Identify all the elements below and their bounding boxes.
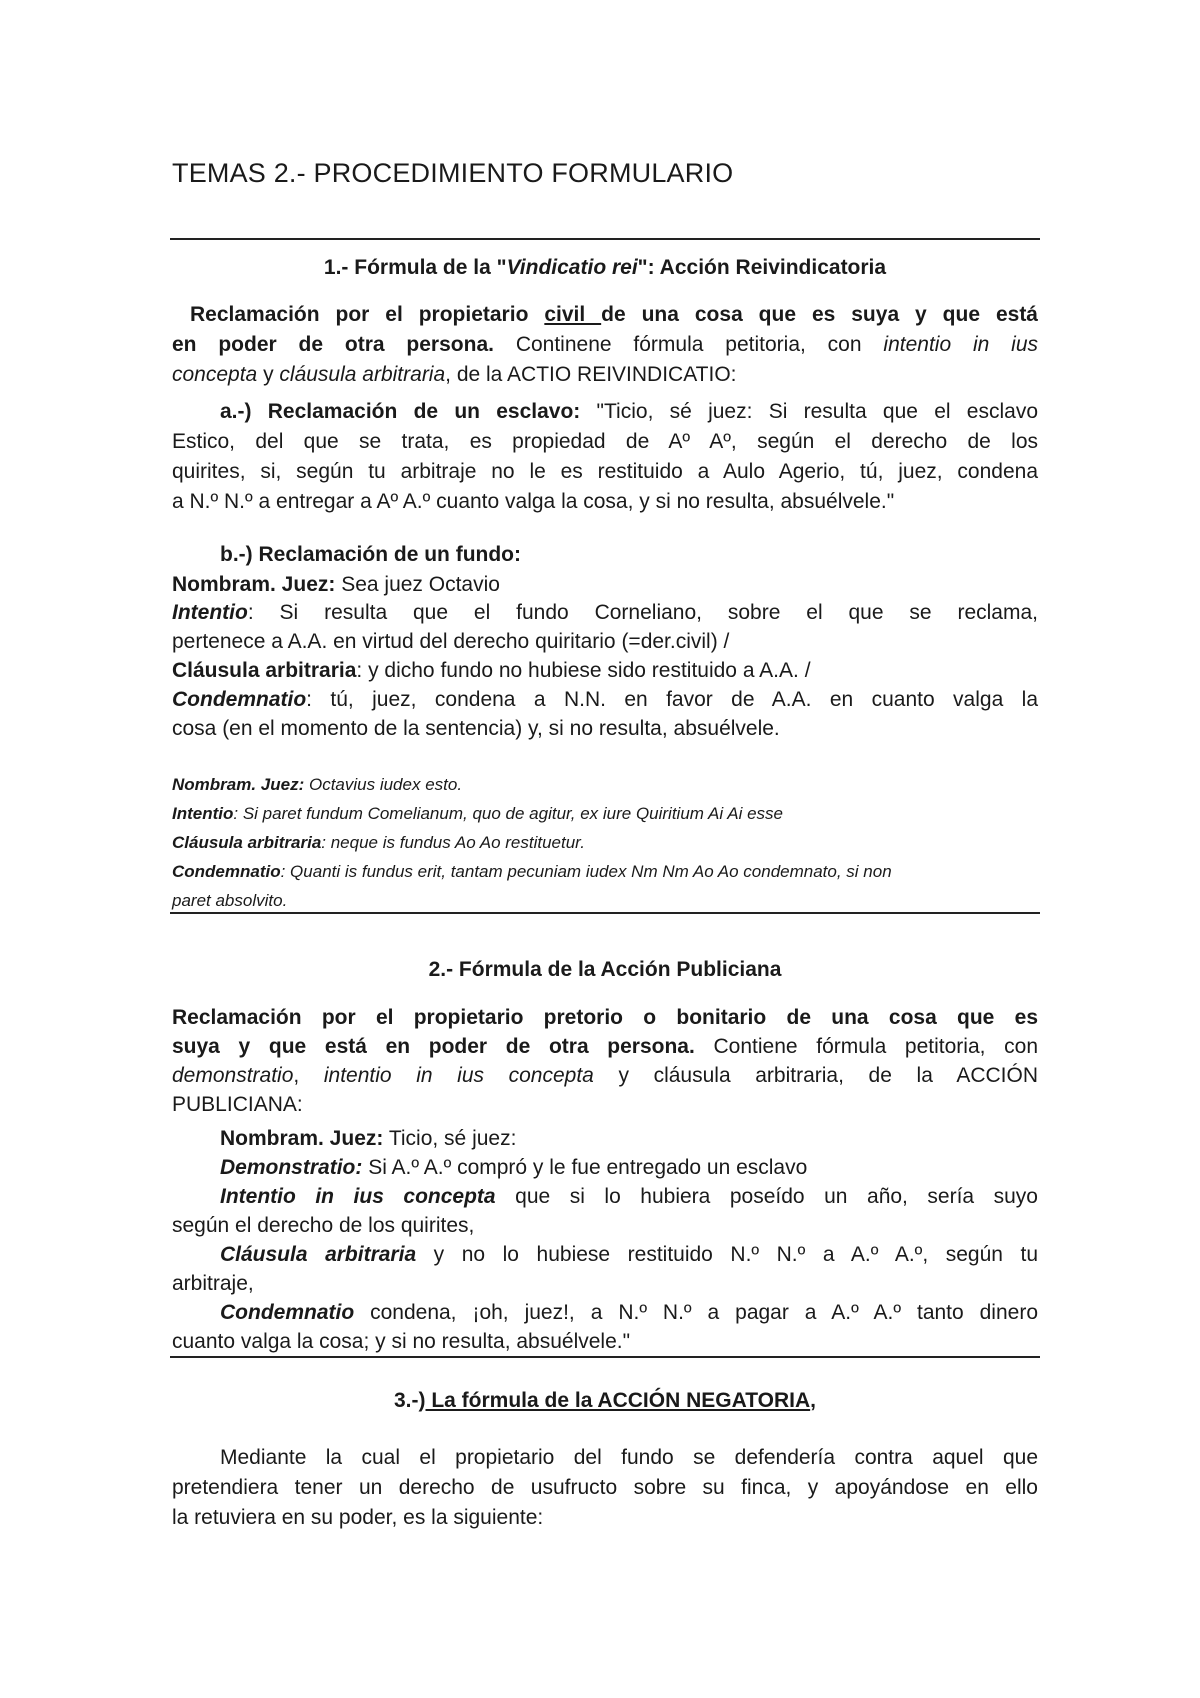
land-claim-nombram: Nombram. Juez: Sea juez Octavio (172, 573, 500, 596)
publiciana-condemnatio-2: cuanto valga la cosa; y si no resulta, absuélvele." (172, 1330, 631, 1353)
land-claim-heading: b.-) Reclamación de un fundo: (220, 543, 522, 566)
publiciana-demonstratio: Demonstratio: Si A.º A.º compró y le fue entregado un esclavo (220, 1156, 808, 1179)
section-3-line-2: pretendiera tener un derecho de usufructo sobre su finca, y apoyándose en ello (172, 1476, 1038, 1499)
slave-claim-line-3: quirites, si, según tu arbitraje no le es restituido a Aulo Agerio, tú, juez, condena (172, 460, 1038, 483)
latin-nombram: Nombram. Juez: Octavius iudex esto. (172, 775, 463, 794)
section-2-intro-line-4: PUBLICIANA: (172, 1093, 303, 1116)
section-1-intro-line-2: en poder de otra persona. Continene fórmula petitoria, con intentio in ius (172, 333, 1039, 356)
publiciana-intentio-1: Intentio in ius concepta que si lo hubiera poseído un año, sería suyo (220, 1185, 1038, 1208)
slave-claim-line-4: a N.º N.º a entregar a Aº A.º cuanto valga la cosa, y si no resulta, absuélvele." (172, 490, 895, 513)
divider (170, 238, 1040, 240)
latin-clausula: Cláusula arbitraria: neque is fundus Ao Ao restituetur. (172, 833, 585, 852)
divider (170, 912, 1040, 914)
slave-claim-line-1: a.-) Reclamación de un esclavo: "Ticio, sé juez: Si resulta que el esclavo (220, 400, 1039, 423)
divider (170, 1356, 1040, 1358)
publiciana-clausula-1: Cláusula arbitraria y no lo hubiese restituido N.º N.º a A.º A.º, según tu (220, 1243, 1038, 1266)
section-2-intro-line-1: Reclamación por el propietario pretorio o bonitario de una cosa que es (172, 1006, 1038, 1029)
section-2-intro-line-2: suya y que está en poder de otra persona. Contiene fórmula petitoria, con (172, 1035, 1038, 1058)
land-claim-intentio-2: pertenece a A.A. en virtud del derecho quiritario (=der.civil) / (172, 630, 730, 653)
section-2-intro-line-3: demonstratio, intentio in ius concepta y cláusula arbitraria, de la ACCIÓN (172, 1064, 1038, 1087)
section-1-intro-line-3: concepta y cláusula arbitraria, de la ACTIO REIVINDICATIO: (172, 363, 737, 386)
publiciana-intentio-2: según el derecho de los quirites, (172, 1214, 475, 1237)
publiciana-condemnatio-1: Condemnatio condena, ¡oh, juez!, a N.º N.º a pagar a A.º A.º tanto dinero (220, 1301, 1038, 1324)
section-1-intro-line-1: Reclamación por el propietario civil de una cosa que es suya y que está (190, 303, 1038, 326)
section-3-heading: 3.-) La fórmula de la ACCIÓN NEGATORIA, (394, 1389, 816, 1412)
section-1-heading: 1.- Fórmula de la "Vindicatio rei": Acción Reivindicatoria (323, 256, 887, 279)
section-3-line-3: la retuviera en su poder, es la siguiente: (172, 1506, 544, 1529)
publiciana-clausula-2: arbitraje, (172, 1272, 254, 1295)
publiciana-nombram: Nombram. Juez: Ticio, sé juez: (220, 1127, 517, 1150)
section-2-heading: 2.- Fórmula de la Acción Publiciana (428, 958, 782, 981)
section-3-line-1: Mediante la cual el propietario del fundo se defendería contra aquel que (220, 1446, 1038, 1469)
latin-condemnatio-2: paret absolvito. (172, 891, 288, 910)
latin-intentio: Intentio: Si paret fundum Comelianum, quo de agitur, ex iure Quiritium Ai Ai esse (172, 804, 784, 823)
land-claim-condemnatio-1: Condemnatio: tú, juez, condena a N.N. en favor de A.A. en cuanto valga la (172, 688, 1038, 711)
page-title: TEMAS 2.- PROCEDIMIENTO FORMULARIO (172, 158, 734, 188)
land-claim-condemnatio-2: cosa (en el momento de la sentencia) y, si no resulta, absuélvele. (172, 717, 780, 740)
land-claim-clausula: Cláusula arbitraria: y dicho fundo no hubiese sido restituido a A.A. / (172, 659, 811, 682)
slave-claim-line-2: Estico, del que se trata, es propiedad de Aº Aº, según el derecho de los (172, 430, 1038, 453)
latin-condemnatio: Condemnatio: Quanti is fundus erit, tantam pecuniam iudex Nm Nm Ao Ao condemnato, si non (172, 862, 892, 881)
land-claim-intentio-1: Intentio: Si resulta que el fundo Corneliano, sobre el que se reclama, (172, 601, 1038, 624)
